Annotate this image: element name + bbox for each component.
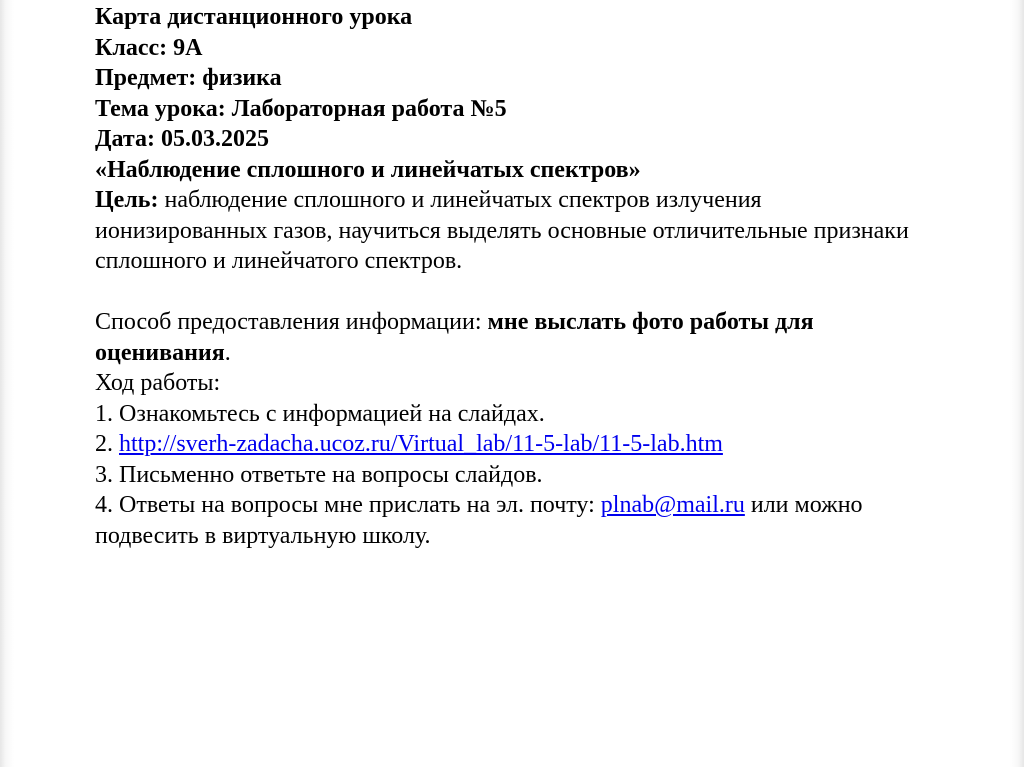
email-link[interactable]: plnab@mail.ru (600, 492, 745, 518)
class-line: Класс: 9А (95, 34, 203, 61)
step-2-prefix: 2. (95, 431, 119, 457)
step-4-prefix: 4. Ответы на вопросы мне прислать на эл. почту: (95, 492, 601, 518)
submission-period: . (224, 339, 231, 366)
submission-method-line-2: оценивания (95, 339, 225, 366)
left-edge-shadow (0, 0, 14, 767)
goal-text-line-1: наблюдение сплошного и линейчатых спектров излучения (158, 187, 762, 213)
lab-title: «Наблюдение сплошного и линейчатых спектров» (95, 156, 641, 183)
goal-text-line-3: сплошного и линейчатого спектров. (95, 248, 463, 274)
goal-label: Цель: (95, 187, 159, 213)
steps-list (95, 368, 995, 551)
right-edge-shadow (1010, 0, 1024, 767)
step-3: 3. Письменно ответьте на вопросы слайдов. (95, 461, 543, 488)
lesson-card (95, 2, 995, 551)
steps-heading: Ход работы: (95, 370, 221, 396)
goal-paragraph (95, 185, 995, 277)
step-4-suffix: или можно (744, 492, 863, 518)
submission-paragraph (95, 307, 995, 368)
goal-text-line-2: ионизированных газов, научиться выделять основные отличительные признаки (95, 217, 909, 244)
card-title: Карта дистанционного урока (95, 4, 413, 30)
subject-line: Предмет: физика (95, 65, 282, 91)
submission-label: Способ предоставления информации: (95, 309, 488, 335)
step-4 (95, 490, 995, 521)
date-line: Дата: 05.03.2025 (95, 126, 269, 152)
step-4-line-2: подвесить в виртуальную школу. (95, 522, 431, 549)
spacer (95, 277, 995, 308)
virtual-lab-link[interactable]: http://sverh-zadacha.ucoz.ru/Virtual_lab/11-5-lab/11-5-lab.htm (119, 431, 723, 457)
step-1: 1. Ознакомьтесь с информацией на слайдах. (95, 400, 545, 427)
submission-method-line-1: мне выслать фото работы для (487, 309, 814, 335)
step-2 (95, 429, 995, 460)
topic-line: Тема урока: Лабораторная работа №5 (95, 95, 507, 122)
